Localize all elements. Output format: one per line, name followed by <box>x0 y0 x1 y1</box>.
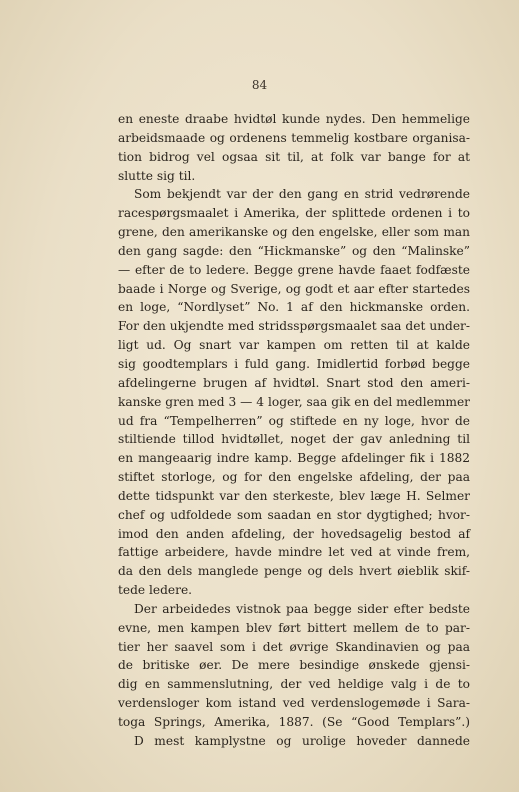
text-line: imod den anden afdeling, der hovedsagelig bestod af <box>118 526 470 541</box>
text-line: de britiske øer. De mere besindige ønskede gjensi- <box>118 658 470 673</box>
text-line: tion bidrog vel ogsaa sit til, at folk var bange for at <box>118 149 470 164</box>
text-line: den gang sagde: den “Hickmanske” og den “Malinske” <box>118 243 470 258</box>
text-line: dig en sammenslutning, der ved heldige valg i de to <box>118 677 470 692</box>
text-line: stiltiende tillod hvidtøllet, noget der gav anledning til <box>118 432 470 447</box>
text-line: Som bekjendt var der den gang en strid vedrørende <box>134 187 470 202</box>
text-line: grene, den amerikanske og den engelske, eller som man <box>118 225 470 240</box>
text-line: da den dels manglede penge og dels hvert øieblik skif- <box>118 564 470 579</box>
text-line: sig goodtemplars i fuld gang. Imidlertid forbød begge <box>118 356 470 371</box>
text-line: en eneste draabe hvidtøl kunde nydes. Den hemmelige <box>118 112 470 126</box>
text-line: chef og udfoldede som saadan en stor dygtighed; hvor- <box>118 507 470 522</box>
text-line: arbeidsmaade og ordenens temmelig kostbare organisa- <box>118 130 470 145</box>
text-line: stiftet storloge, og for den engelske afdeling, der paa <box>118 470 470 485</box>
text-line: baade i Norge og Sverige, og godt et aar efter startedes <box>118 281 470 296</box>
text-line: For den ukjendte med stridsspørgsmaalet saa det under- <box>118 319 470 334</box>
body-text <box>118 110 470 751</box>
text-line: Der arbeidedes vistnok paa begge sider efter bedste <box>134 601 470 616</box>
text-line: slutte sig til. <box>118 168 196 183</box>
text-line: toga Springs, Amerika, 1887. (Se “Good Templars”.) <box>118 715 470 729</box>
text-line: racespørgsmaalet i Amerika, der splittede ordenen i to <box>118 206 470 221</box>
page-number: 84 <box>251 78 268 92</box>
text-line: evne, men kampen blev ført bittert mellem de to par- <box>118 620 470 635</box>
text-line: en mangeaarig indre kamp. Begge afdelinger fik i 1882 <box>118 451 470 466</box>
text-line: tier her saavel som i det øvrige Skandinavien og paa <box>118 639 470 654</box>
text-line: en loge, “Nordlyset” No. 1 af den hickmanske orden. <box>118 300 470 315</box>
text-line: afdelingerne brugen af hvidtøl. Snart stod den ameri- <box>118 375 470 390</box>
text-line: — efter de to ledere. Begge grene havde faaet fodfæste <box>118 262 470 277</box>
text-line: D mest kamplystne og urolige hoveder dannede <box>134 733 470 748</box>
text-line: verdensloger kom istand ved verdenslogemøde i Sara- <box>118 696 470 711</box>
text-line: dette tidspunkt var den sterkeste, blev læge H. Selmer <box>118 488 470 503</box>
text-line: ligt ud. Og snart var kampen om retten til at kalde <box>118 338 470 353</box>
text-line: kanske gren med 3 — 4 loger, saa gik en del medlemmer <box>118 394 470 409</box>
text-line: ud fra “Tempelherren” og stiftede en ny loge, hvor de <box>118 413 470 428</box>
text-line: tede ledere. <box>118 583 193 598</box>
text-line: fattige arbeidere, havde mindre let ved at vinde frem, <box>118 545 470 560</box>
